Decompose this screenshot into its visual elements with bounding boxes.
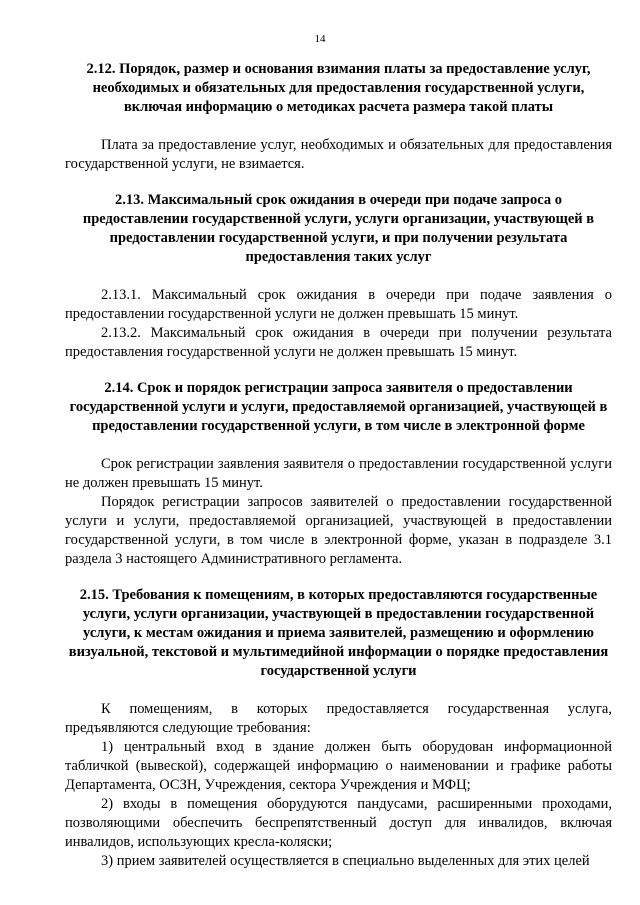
list-item: 1) центральный вход в здание должен быть оборудован информационной табличкой (вывеской), содержащей информацию о наименовании и графике работы Департамента, ОСЗН, Учреждения, сектора Учреждения и МФЦ; bbox=[65, 739, 612, 793]
section-heading-2-12: 2.12. Порядок, размер и основания взимания платы за предоставление услуг, необходимых и обязательных для предоставления государственной услуги, включая информацию о методиках расчета размера такой платы bbox=[86, 61, 591, 115]
section-heading-2-14: 2.14. Срок и порядок регистрации запроса заявителя о предоставлении государственной услуги и услуги, предоставляемой организацией, участвующей в предоставлении государственной услуги, в том числе в электронной форме bbox=[69, 380, 608, 434]
paragraph: 2.13.1. Максимальный срок ожидания в очереди при подаче заявления о предоставлении государственной услуги не должен превышать 15 минут. bbox=[65, 287, 612, 322]
page-number: 14 bbox=[314, 33, 326, 45]
paragraph: Плата за предоставление услуг, необходимых и обязательных для предоставления государственной услуги, не взимается. bbox=[65, 137, 612, 172]
paragraph: 2.13.2. Максимальный срок ожидания в очереди при получении результата предоставления государственной услуги не должен превышать 15 минут. bbox=[65, 325, 612, 360]
list-item: 3) прием заявителей осуществляется в специально выделенных для этих целей bbox=[101, 853, 590, 869]
section-heading-2-15: 2.15. Требования к помещениям, в которых предоставляются государственные услуги, услуги организации, участвующей в предоставлении государственной услуги, к местам ожидания и приема заявителей, размещению и оформлению визуальной, текстовой и мультимедийной информации о порядке предоставления государственной услуги bbox=[68, 587, 609, 679]
paragraph: Срок регистрации заявления заявителя о предоставлении государственной услуги не должен превышать 15 минут. bbox=[65, 456, 612, 491]
section-heading-2-13: 2.13. Максимальный срок ожидания в очереди при подаче запроса о предоставлении государственной услуги, услуги организации, участвующей в предоставлении государственной услуги, и при получении результата предоставления таких услуг bbox=[82, 192, 595, 265]
paragraph: Порядок регистрации запросов заявителей о предоставлении государственной услуги и услуги, предоставляемой организацией, участвующей в предоставлении государственной услуги, в том числе в электронной форме, указан в подразделе 3.1 раздела 3 настоящего Административного регламента. bbox=[65, 494, 612, 567]
paragraph: К помещениям, в которых предоставляется государственная услуга, предъявляются следующие требования: bbox=[65, 701, 612, 736]
list-item: 2) входы в помещения оборудуются пандусами, расширенными проходами, позволяющими обеспечить беспрепятственный доступ для инвалидов, включая инвалидов, использующих кресла-коляски; bbox=[65, 796, 612, 850]
document-body bbox=[65, 60, 612, 871]
